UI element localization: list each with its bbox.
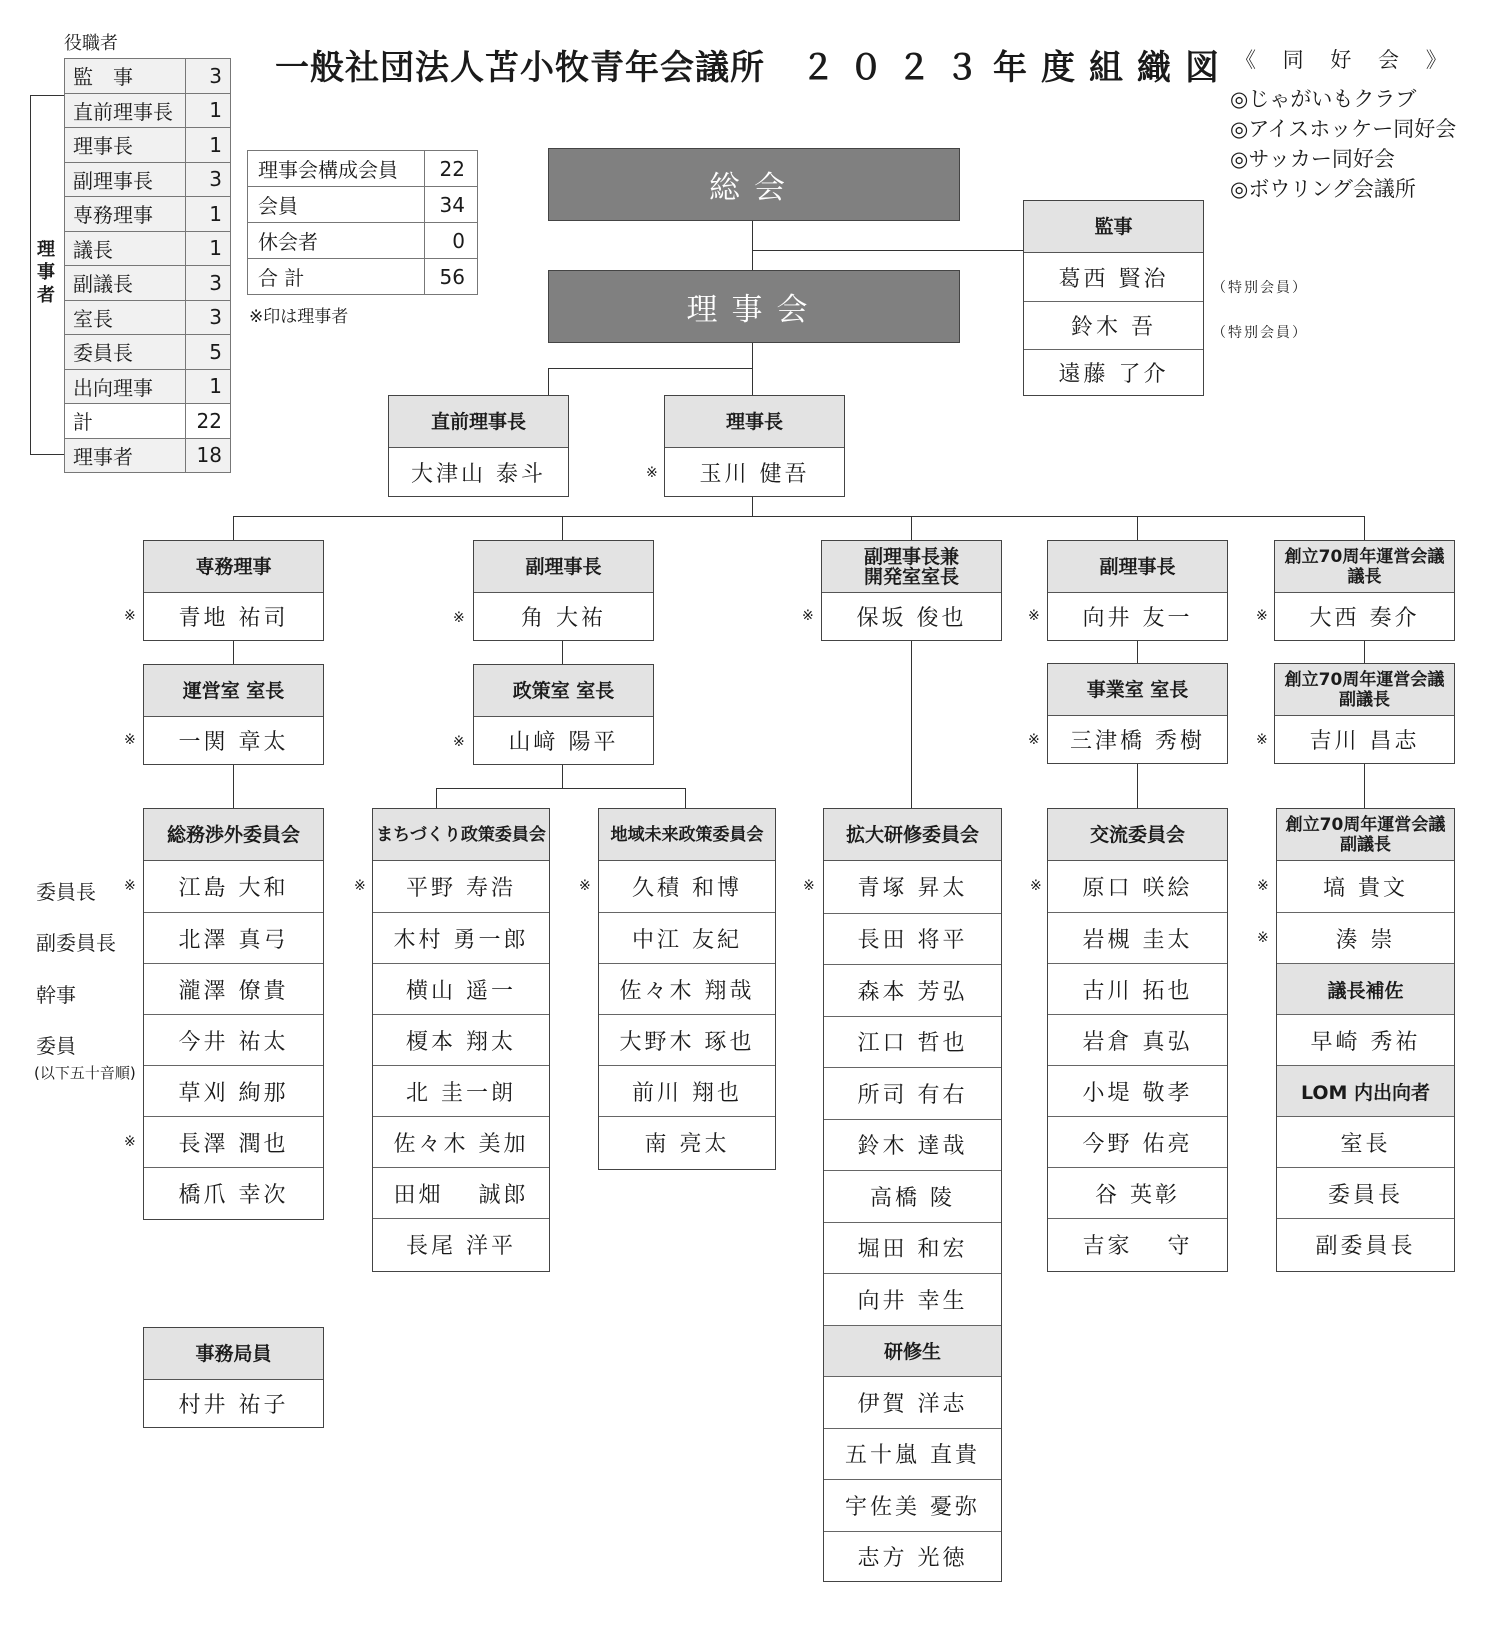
role-label: 出向理事 [65,369,186,404]
list-item: 今野 佑亮 [1048,1116,1227,1167]
list-item: 榎本 翔太 [373,1014,549,1065]
count-total-label: 合 計 [248,259,425,295]
list-item: 佐々木 美加 [373,1116,549,1167]
connector-line [233,516,234,540]
org-name: 一般社団法人苫小牧青年会議所 [275,48,765,88]
list-item: 室長 [1277,1116,1454,1167]
list-item: 小堤 敬孝 [1048,1065,1227,1116]
anniv-vicechair-title: 創立70周年運営会議 副議長 [1275,664,1454,716]
business-room-box [1047,663,1228,764]
director-mark: ※ [1030,878,1042,894]
clubs-list [1230,84,1456,204]
expansion-training-committee [823,808,1002,1582]
connector-line [233,640,234,665]
director-mark: ※ [453,610,465,626]
list-item: 横山 遥一 [373,963,549,1014]
connector-line [1364,763,1365,809]
director-mark: ※ [1257,878,1269,894]
table-row [65,266,231,301]
secretariat-title: 事務局員 [144,1328,323,1380]
table-row [65,300,231,335]
count-total-value: 56 [425,259,478,295]
list-item: 岩槻 圭太 [1048,912,1227,963]
table-row [65,438,231,473]
connector-line [911,516,912,540]
director-mark: ※ [124,732,136,748]
exec-director-box [143,540,324,641]
connector-line [548,368,753,369]
policy-room-box [473,664,654,765]
role-count: 3 [186,59,231,94]
role-count: 1 [186,128,231,163]
prev-president-box [388,395,569,497]
connector-line [1137,640,1138,664]
connector-line [752,250,1023,251]
role-label-chair: 委員長 [36,880,96,904]
count-value: 22 [425,151,478,187]
roles-table [64,58,231,473]
connector-line [911,640,912,809]
anniv-chair-name: 大西 奏介 [1309,606,1420,631]
list-item: 江口 哲也 [824,1016,1001,1068]
table-row [65,404,231,439]
committee-title: 創立70周年運営会議 副議長 [1277,809,1454,861]
auditor-name: 葛西 賢治 [1058,266,1169,292]
list-item: 副委員長 [1277,1218,1454,1269]
list-item: 北澤 真弓 [144,912,323,963]
anniversary-committee [1276,808,1455,1272]
list-item: 青塚 昇太 [857,876,968,902]
role-label: 議長 [65,231,186,266]
trainee-title: 研修生 [824,1325,1001,1377]
prev-president-name: 大津山 泰斗 [411,461,546,487]
role-label: 理事者 [65,438,186,473]
general-assembly-box: 総会 [548,148,960,221]
role-label-member: 委員 [36,1034,76,1058]
table-row [65,197,231,232]
connector-line [436,788,686,789]
ops-room-chief-name: 一関 章太 [178,730,289,755]
committee-title: 地域未来政策委員会 [599,809,775,861]
committee-title: 交流委員会 [1048,809,1227,861]
connector-line [562,516,563,540]
count-label: 休会者 [248,223,425,259]
count-label: 会員 [248,187,425,223]
vp-name: 向井 友一 [1082,606,1193,631]
committee-title: 拡大研修委員会 [824,809,1001,861]
vp-dev-box [821,540,1002,641]
director-mark: ※ [579,878,591,894]
vp-title: 副理事長 [1048,541,1227,593]
table-row [248,223,478,259]
role-total-label: 計 [65,404,186,439]
list-item: 江島 大和 [178,876,289,901]
list-item: 中江 友紀 [599,912,775,963]
director-mark: ※ [354,878,366,894]
list-item: 古川 拓也 [1048,963,1227,1014]
president-title: 理事長 [665,396,844,448]
role-label-vicechair: 副委員長 [36,931,116,955]
list-item: 原口 咲絵 [1082,876,1193,901]
role-label: 専務理事 [65,197,186,232]
count-value: 0 [425,223,478,259]
list-item: 長田 将平 [824,913,1001,965]
policy-room-chief-name: 山﨑 陽平 [508,730,619,755]
connector-line [1364,640,1365,664]
role-count: 3 [186,266,231,301]
business-room-chief-name: 三津橋 秀樹 [1070,729,1205,754]
director-mark: ※ [124,878,136,894]
table-row [65,128,231,163]
auditor-name: 鈴木 吾 [1024,301,1203,349]
list-item: 五十嵐 直貴 [824,1428,1001,1480]
connector-line [685,788,686,809]
club-item: ◎ボウリング会議所 [1230,177,1416,201]
role-label: 副議長 [65,266,186,301]
role-label: 理事長 [65,128,186,163]
list-item: 岩倉 真弘 [1048,1014,1227,1065]
list-item: 長尾 洋平 [373,1218,549,1269]
connector-line [1137,516,1138,540]
list-item: 草刈 絢那 [144,1065,323,1116]
list-item: 田畑 誠郎 [373,1167,549,1218]
director-mark: ※ [1257,930,1269,946]
role-label: 室長 [65,300,186,335]
list-item: 南 亮太 [599,1116,775,1167]
list-item: 平野 寿浩 [406,876,516,901]
connector-line [233,516,1365,517]
general-affairs-committee [143,808,324,1220]
list-item: 北 圭一朗 [373,1065,549,1116]
roles-caption: 役職者 [64,33,118,54]
connector-line [1137,763,1138,809]
director-mark: ※ [1256,732,1268,748]
count-value: 34 [425,187,478,223]
table-row [65,59,231,94]
list-item: 所司 有右 [824,1067,1001,1119]
role-count: 1 [186,197,231,232]
chair-assistant-title: 議長補佐 [1277,963,1454,1014]
club-item: ◎じゃがいもクラブ [1230,87,1417,111]
list-item: 早崎 秀祐 [1277,1014,1454,1065]
policy-room-title: 政策室 室長 [474,665,653,717]
vp-dev-name: 保坂 俊也 [856,606,967,631]
exec-director-title: 専務理事 [144,541,323,593]
director-mark: ※ [802,608,814,624]
list-item: 湊 崇 [1277,912,1454,963]
table-row [248,151,478,187]
list-item: 長澤 潤也 [144,1116,323,1167]
connector-line [1364,516,1365,540]
role-label: 直前理事長 [65,93,186,128]
table-row [65,369,231,404]
committee-title: 総務渉外委員会 [144,809,323,861]
exchange-committee [1047,808,1228,1272]
director-mark: ※ [803,878,815,894]
vp-dev-title: 副理事長兼 開発室室長 [822,541,1001,593]
list-item: 久積 和博 [632,876,742,901]
anniv-chair-title: 創立70周年運営会議 議長 [1275,541,1454,593]
table-row [248,187,478,223]
prev-president-title: 直前理事長 [389,396,568,448]
business-room-title: 事業室 室長 [1048,664,1227,716]
list-item: 委員長 [1277,1167,1454,1218]
exec-director-name: 青地 祐司 [178,606,289,631]
list-item: 谷 英彰 [1048,1167,1227,1218]
club-item: ◎サッカー同好会 [1230,147,1395,171]
club-item: ◎アイスホッケー同好会 [1230,117,1457,141]
regional-future-committee [598,808,776,1170]
auditors-box [1023,200,1204,396]
list-item: 高橋 陵 [824,1170,1001,1222]
table-row [65,231,231,266]
table-row [248,259,478,295]
role-count: 1 [186,369,231,404]
vp-box [1047,540,1228,641]
lom-secondee-title: LOM 内出向者 [1277,1065,1454,1116]
role-count: 3 [186,162,231,197]
town-policy-committee [372,808,550,1272]
list-item: 瀧澤 僚貴 [144,963,323,1014]
vp-title: 副理事長 [474,541,653,593]
vp-name: 角 大祐 [521,606,606,631]
connector-line [562,640,563,665]
connector-line [752,342,753,396]
director-mark-note: ※印は理事者 [249,307,349,327]
connector-line [752,220,753,271]
connector-line [548,368,549,396]
ops-room-title: 運営室 室長 [144,665,323,717]
role-total-count: 22 [186,404,231,439]
director-mark: ※ [124,1134,136,1150]
role-count: 5 [186,335,231,370]
special-member-note: （特別会員） [1212,280,1308,296]
role-count: 1 [186,231,231,266]
role-label: 委員長 [65,335,186,370]
list-item: 鈴木 達哉 [824,1119,1001,1171]
list-item: 木村 勇一郎 [373,912,549,963]
table-row [65,162,231,197]
secretariat-box [143,1327,324,1428]
secretariat-name: 村井 祐子 [178,1393,289,1418]
member-counts-table [247,150,478,295]
role-label: 監 事 [65,59,186,94]
auditors-title: 監事 [1024,201,1203,253]
chart-year-title: ２０２３年度組織図 [801,48,1233,88]
list-item: 志方 光徳 [824,1531,1001,1583]
list-item: 宇佐美 憂弥 [824,1479,1001,1531]
president-name: 玉川 健吾 [699,461,810,487]
list-item: 前川 翔也 [599,1065,775,1116]
list-item: 今井 祐太 [144,1014,323,1065]
list-item: 塙 貴文 [1323,876,1408,901]
role-label-note: (以下五十音順) [34,1064,136,1082]
count-label: 理事会構成会員 [248,151,425,187]
connector-line [436,788,437,809]
director-mark: ※ [453,734,465,750]
auditor-name: 遠藤 了介 [1024,349,1203,395]
connector-line [233,764,234,809]
page-title [275,40,1233,89]
table-row [65,335,231,370]
role-label-secretary: 幹事 [36,983,76,1007]
special-member-note: （特別会員） [1212,325,1308,341]
director-mark: ※ [124,608,136,624]
role-count: 18 [186,438,231,473]
director-mark: ※ [646,465,658,481]
role-label: 副理事長 [65,162,186,197]
list-item: 吉家 守 [1048,1218,1227,1269]
vp-box [473,540,654,641]
list-item: 橋爪 幸次 [144,1167,323,1218]
anniv-vicechair-box [1274,663,1455,764]
ops-room-box [143,664,324,765]
table-row [65,93,231,128]
list-item: 堀田 和宏 [824,1222,1001,1274]
list-item: 向井 幸生 [824,1273,1001,1325]
director-mark: ※ [1256,608,1268,624]
connector-line [562,764,563,788]
role-count: 3 [186,300,231,335]
list-item: 大野木 琢也 [599,1014,775,1065]
connector-line [752,497,753,517]
list-item: 伊賀 洋志 [824,1376,1001,1428]
anniv-vicechair-name: 吉川 昌志 [1309,729,1420,754]
director-mark: ※ [1028,732,1040,748]
list-item: 佐々木 翔哉 [599,963,775,1014]
committee-title: まちづくり政策委員会 [373,809,549,861]
list-item: 森本 芳弘 [824,964,1001,1016]
directors-bracket-label: 理事者 [37,239,55,306]
clubs-title: 《 同 好 会 》 [1235,48,1457,72]
role-count: 1 [186,93,231,128]
anniv-chair-box [1274,540,1455,641]
board-box: 理事会 [548,270,960,343]
director-mark: ※ [1028,608,1040,624]
president-box [664,395,845,497]
